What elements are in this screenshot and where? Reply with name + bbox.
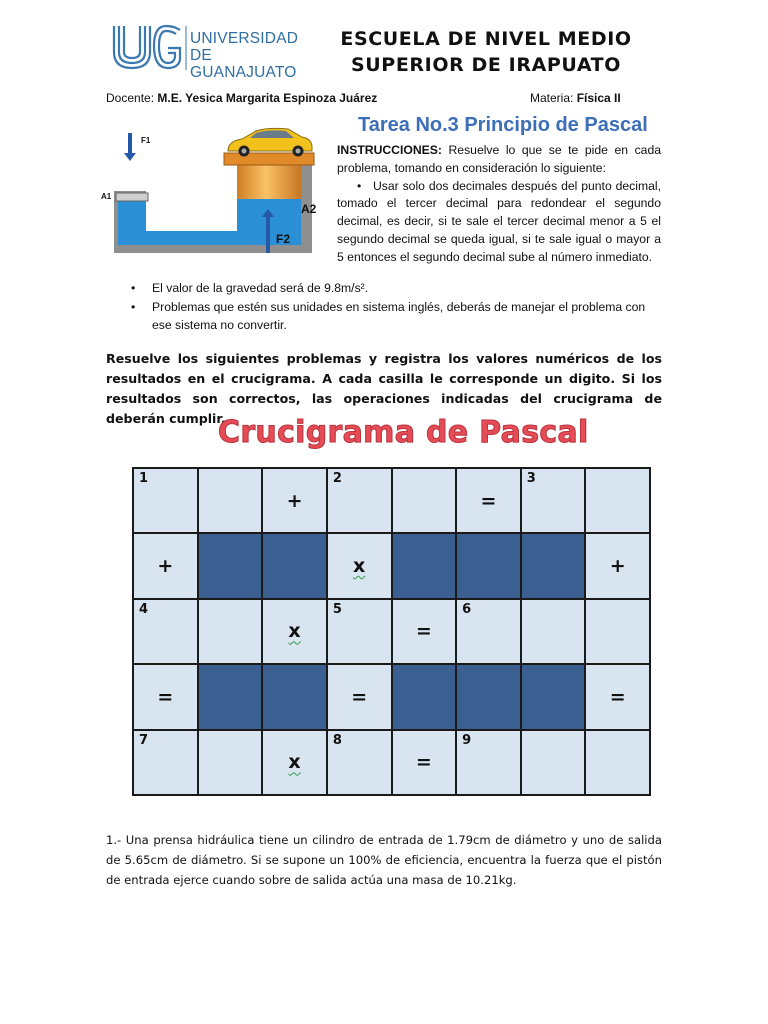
blocked-cell	[522, 665, 585, 728]
crossword-cell[interactable]	[586, 600, 649, 663]
blocked-cell	[199, 534, 262, 597]
rounding-rule	[337, 178, 661, 267]
list-item	[131, 280, 663, 298]
instructions	[337, 142, 661, 267]
crossword-cell[interactable]	[134, 469, 197, 532]
university-name	[190, 30, 308, 81]
units-rule: Problemas que estén sus unidades en sistema inglés, deberás de manejar el problema con ese sistema no convertir.	[152, 299, 646, 332]
crossword-cell[interactable]	[199, 469, 262, 532]
blocked-cell	[263, 665, 326, 728]
crossword-cell[interactable]	[328, 731, 391, 794]
assignment-title: Tarea No.3 Principio de Pascal	[358, 114, 648, 136]
task-description: Resuelve los siguientes problemas y registra los valores numéricos de los resultados en el crucigrama. A cada casilla le corresponde un digito. Si los resultados son correctos, las operaciones indicadas del crucigrama de deberán cumplir.	[106, 351, 662, 426]
f2-label: F2	[276, 232, 291, 246]
instructions-text: Resuelve lo que se te pide en cada problema, tomando en consideración lo siguiente:	[337, 143, 661, 175]
school-title-line-2: SUPERIOR DE IRAPUATO	[351, 54, 621, 76]
subject-name: Física II	[576, 91, 621, 105]
crossword-cell[interactable]	[199, 731, 262, 794]
crossword-cell[interactable]	[263, 469, 326, 532]
clue-number: 7	[139, 732, 149, 748]
crossword-cell[interactable]	[134, 600, 197, 663]
crossword-grid	[132, 467, 651, 796]
teacher-label: Docente:	[106, 91, 158, 105]
equals-operator: =	[415, 620, 432, 643]
f1-label: F1	[141, 136, 151, 145]
blocked-cell	[199, 665, 262, 728]
blocked-cell	[522, 534, 585, 597]
clue-number: 1	[139, 471, 149, 486]
crossword-cell[interactable]	[263, 600, 326, 663]
crossword-title: Crucigrama de Pascal	[218, 415, 589, 450]
crossword-cell[interactable]	[199, 600, 262, 663]
bullet-marker: •	[357, 178, 362, 193]
blocked-cell	[457, 534, 520, 597]
crossword-cell[interactable]	[393, 600, 456, 663]
crossword-cell[interactable]	[586, 469, 649, 532]
clue-number: 4	[139, 601, 149, 617]
school-title	[300, 26, 672, 78]
crossword-cell[interactable]	[586, 534, 649, 597]
multiply-operator: x	[288, 751, 301, 774]
blocked-cell	[457, 665, 520, 728]
clue-number: 5	[332, 601, 342, 617]
list-item	[131, 299, 663, 335]
instructions-label: INSTRUCCIONES:	[337, 143, 442, 157]
instructions-intro	[337, 142, 661, 178]
crossword-cell[interactable]	[263, 731, 326, 794]
plus-operator: +	[157, 555, 174, 578]
subject-label: Materia:	[530, 91, 577, 105]
university-logo	[108, 22, 308, 81]
teacher-name: M.E. Yesica Margarita Espinoza Juárez	[157, 91, 378, 105]
gravity-rule: El valor de la gravedad será de 9.8m/s².	[152, 281, 369, 295]
rounding-rule-text: Usar solo dos decimales después del punto decimal, tomado el tercer decimal para redondear el segundo decimal, es decir, si te sale el tercer decimal menor a 5 el segundo decimal se queda igual, si te sale igual o mayor a 5 entonces el segundo decimal sube al número inmediato.	[337, 178, 661, 264]
rules-list	[131, 280, 663, 335]
crossword-cell[interactable]	[393, 731, 456, 794]
crossword-cell[interactable]	[457, 469, 520, 532]
crossword-cell[interactable]	[393, 469, 456, 532]
ug-logo-icon	[108, 22, 188, 74]
crossword-cell[interactable]	[134, 534, 197, 597]
clue-number: 9	[462, 732, 472, 748]
equals-operator: =	[351, 685, 368, 708]
plus-operator: +	[286, 489, 303, 512]
blocked-cell	[393, 665, 456, 728]
problem-1: 1.- Una prensa hidráulica tiene un cilindro de entrada de 1.79cm de diámetro y uno de salida de 5.65cm de diámetro. Si se supone un 100% de eficiencia, encuentra la fuerza que el pistón de entrada ejerce cuando sobre de salida actúa una masa de 10.21kg.	[106, 833, 662, 887]
blocked-cell	[393, 534, 456, 597]
equals-operator: =	[157, 685, 174, 708]
hydraulic-press-diagram	[96, 113, 328, 268]
bullet-marker: •	[131, 281, 136, 295]
crossword-cell[interactable]	[586, 731, 649, 794]
plus-operator: +	[609, 555, 626, 578]
clue-number: 3	[526, 471, 536, 486]
subject-line	[530, 91, 621, 105]
crossword-cell[interactable]	[522, 600, 585, 663]
crossword-cell[interactable]	[328, 665, 391, 728]
crossword-cell[interactable]	[134, 665, 197, 728]
crossword-cell[interactable]	[586, 665, 649, 728]
clue-number: 8	[332, 732, 342, 748]
crossword-cell[interactable]	[328, 600, 391, 663]
crossword-cell[interactable]	[134, 731, 197, 794]
crossword-cell[interactable]	[457, 600, 520, 663]
crossword-cell[interactable]	[522, 469, 585, 532]
multiply-operator: x	[288, 620, 301, 643]
equals-operator: =	[415, 751, 432, 774]
clue-number: 6	[462, 601, 472, 617]
a2-label: A2	[301, 202, 317, 216]
teacher-line	[106, 91, 377, 105]
blocked-cell	[263, 534, 326, 597]
equals-operator: =	[609, 685, 626, 708]
equals-operator: =	[480, 489, 497, 512]
logo-line-2: DE GUANAJUATO	[190, 47, 297, 81]
multiply-operator: x	[353, 555, 366, 578]
a1-label: A1	[101, 192, 112, 201]
crossword-cell[interactable]	[522, 731, 585, 794]
logo-line-1: UNIVERSIDAD	[190, 30, 299, 47]
crossword-cell[interactable]	[328, 534, 391, 597]
school-title-line-1: ESCUELA DE NIVEL MEDIO	[340, 28, 632, 50]
crossword-cell[interactable]	[457, 731, 520, 794]
bullet-marker: •	[131, 299, 136, 314]
crossword-cell[interactable]	[328, 469, 391, 532]
clue-number: 2	[332, 471, 342, 486]
